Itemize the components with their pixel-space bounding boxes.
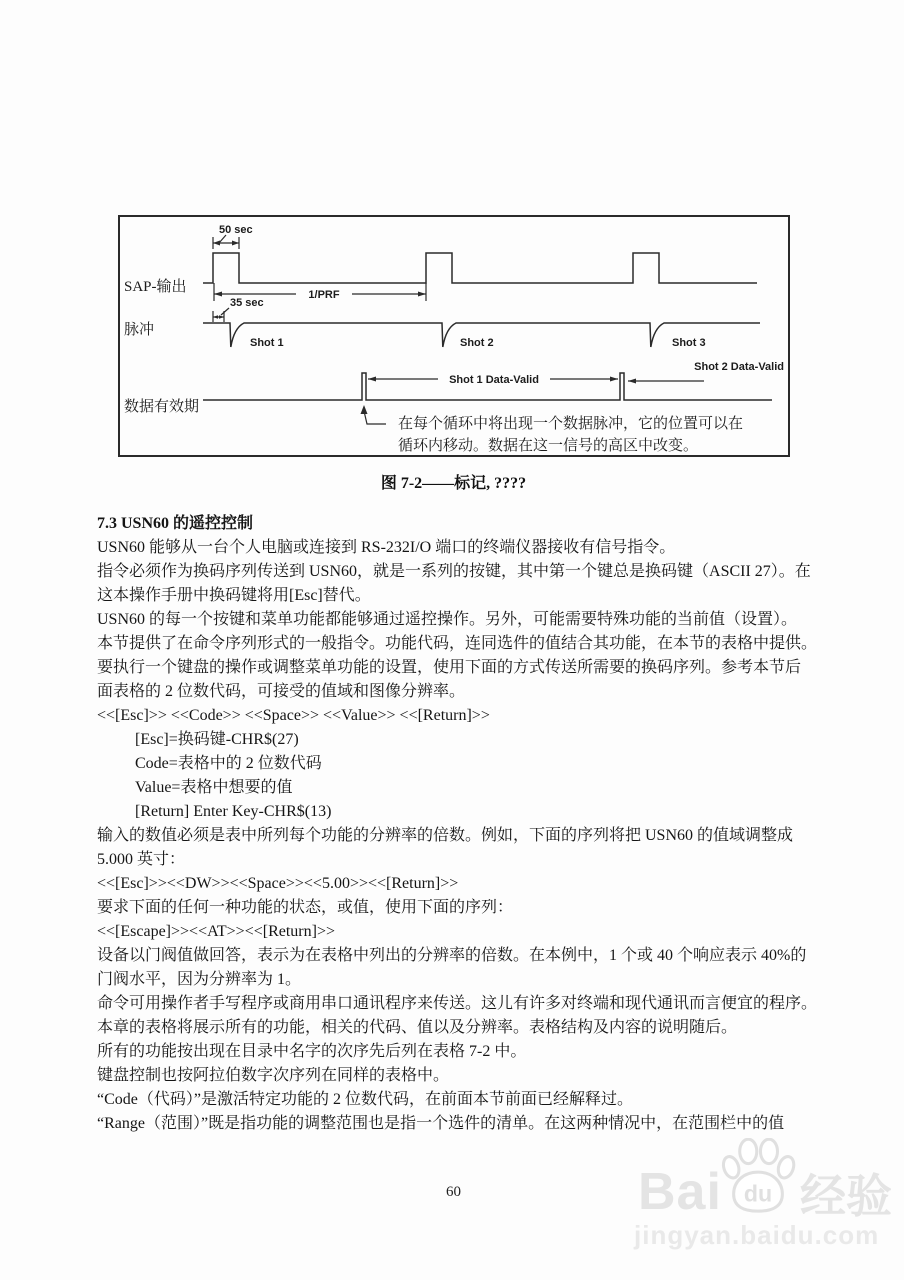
label-pulse: 脉冲: [124, 322, 155, 338]
label-shot2-data-valid: Shot 2 Data-Valid: [694, 361, 784, 373]
dimension-shot2-data-valid: [628, 361, 784, 384]
label-50sec: 50 sec: [219, 224, 253, 236]
body-line: 输入的数值必须是表中所列每个功能的分辨率的倍数。例如，下面的序列将把 USN60 的值域调整成: [97, 827, 794, 844]
label-shot1: Shot 1: [250, 337, 284, 349]
section-heading: 7.3 USN60 的遥控控制: [97, 515, 254, 532]
body-line: 设备以门阀值做回答，表示为在表格中列出的分辨率的倍数。在本例中，1 个或 40 个响应表示 40%的: [97, 947, 807, 964]
timing-diagram-figure: [118, 215, 790, 457]
command-syntax-line: <<[Esc]>><<DW>><<Space>><<5.00>><<[Return]>>: [97, 875, 459, 892]
definition-line: Value=表格中想要的值: [135, 779, 293, 796]
dimension-50sec: [213, 224, 253, 249]
command-syntax-line: <<[Esc]>> <<Code>> <<Space>> <<Value>> <<[Return]>>: [97, 707, 490, 724]
label-sap-output: SAP-输出: [124, 279, 187, 295]
annotation-callout: [361, 405, 744, 454]
body-line: 要求下面的任何一种功能的状态，或值，使用下面的序列：: [97, 899, 514, 916]
annotation-line2: 循环内移动。数据在这一信号的高区中改变。: [398, 438, 699, 454]
definition-line: Code=表格中的 2 位数代码: [135, 755, 322, 772]
dimension-35sec: [213, 297, 264, 322]
timing-diagram-svg: [120, 217, 788, 455]
sap-output-waveform: [203, 253, 757, 283]
watermark-bai-text: Bai: [638, 1163, 722, 1221]
section-body: [97, 512, 818, 1136]
body-line: 所有的功能按出现在目录中名字的次序先后列在表格 7-2 中。: [97, 1043, 527, 1060]
watermark-url: jingyan.baidu.com: [634, 1220, 880, 1250]
definition-line: [Esc]=换码键-CHR$(27): [135, 731, 299, 748]
figure-caption: 图 7-2——标记, ????: [380, 475, 527, 492]
watermark-jingyan-text: 经验: [800, 1170, 892, 1222]
body-line: 本章的表格将展示所有的功能，相关的代码、值以及分辨率。表格结构及内容的说明随后。: [97, 1019, 738, 1036]
baidu-jingyan-watermark: [628, 1138, 904, 1262]
label-35sec: 35 sec: [230, 297, 264, 309]
body-line: 命令可用操作者手写程序或商用串口通讯程序来传送。这儿有许多对终端和现代通讯而言便宜的程序。: [97, 995, 818, 1012]
body-line: 5.000 英寸：: [97, 851, 186, 868]
body-line: 键盘控制也按阿拉伯数字次序列在同样的表格中。: [97, 1067, 450, 1084]
dimension-shot1-data-valid: [368, 374, 618, 386]
body-line: “Range（范围）”既是指功能的调整范围也是指一个选件的清单。在这两种情况中，在范围栏中的值: [97, 1115, 785, 1132]
body-line: “Code（代码）”是激活特定功能的 2 位数代码，在前面本节前面已经解释过。: [97, 1091, 633, 1108]
annotation-line1: 在每个循环中将出现一个数据脉冲，它的位置可以在: [398, 416, 744, 432]
body-line: USN60 能够从一台个人电脑或连接到 RS-232I/O 端口的终端仪器接收有信号指令。: [97, 539, 676, 556]
label-shot2: Shot 2: [460, 337, 494, 349]
watermark-du-text: du: [743, 1180, 773, 1207]
body-line: 指令必须作为换码序列传送到 USN60，就是一系列的按键，其中第一个键总是换码键（ASCII 27）。在: [97, 563, 811, 580]
definition-line: [Return] Enter Key-CHR$(13): [135, 803, 332, 820]
page-number: 60: [446, 1184, 461, 1200]
label-prf: 1/PRF: [308, 289, 340, 301]
body-line: 这本操作手册中换码键将用[Esc]替代。: [97, 587, 371, 604]
body-line: USN60 的每一个按键和菜单功能都能够通过遥控操作。另外，可能需要特殊功能的当前值（设置）。: [97, 611, 798, 628]
body-line: 门阀水平，因为分辨率为 1。: [97, 971, 302, 988]
body-line: 面表格的 2 位数代码，可接受的值域和图像分辨率。: [97, 683, 466, 700]
body-line: 本节提供了在命令序列形式的一般指令。功能代码，连同选件的值结合其功能，在本节的表格中提供。: [97, 635, 818, 652]
paw-icon: [716, 1138, 800, 1216]
label-shot1-data-valid: Shot 1 Data-Valid: [449, 374, 539, 386]
command-syntax-line: <<[Escape]>><<AT>><<[Return]>>: [97, 923, 335, 940]
label-data-valid: 数据有效期: [124, 399, 200, 415]
label-shot3: Shot 3: [672, 337, 706, 349]
body-line: 要执行一个键盘的操作或调整菜单功能的设置，使用下面的方式传送所需要的换码序列。参考本节后: [97, 659, 802, 676]
